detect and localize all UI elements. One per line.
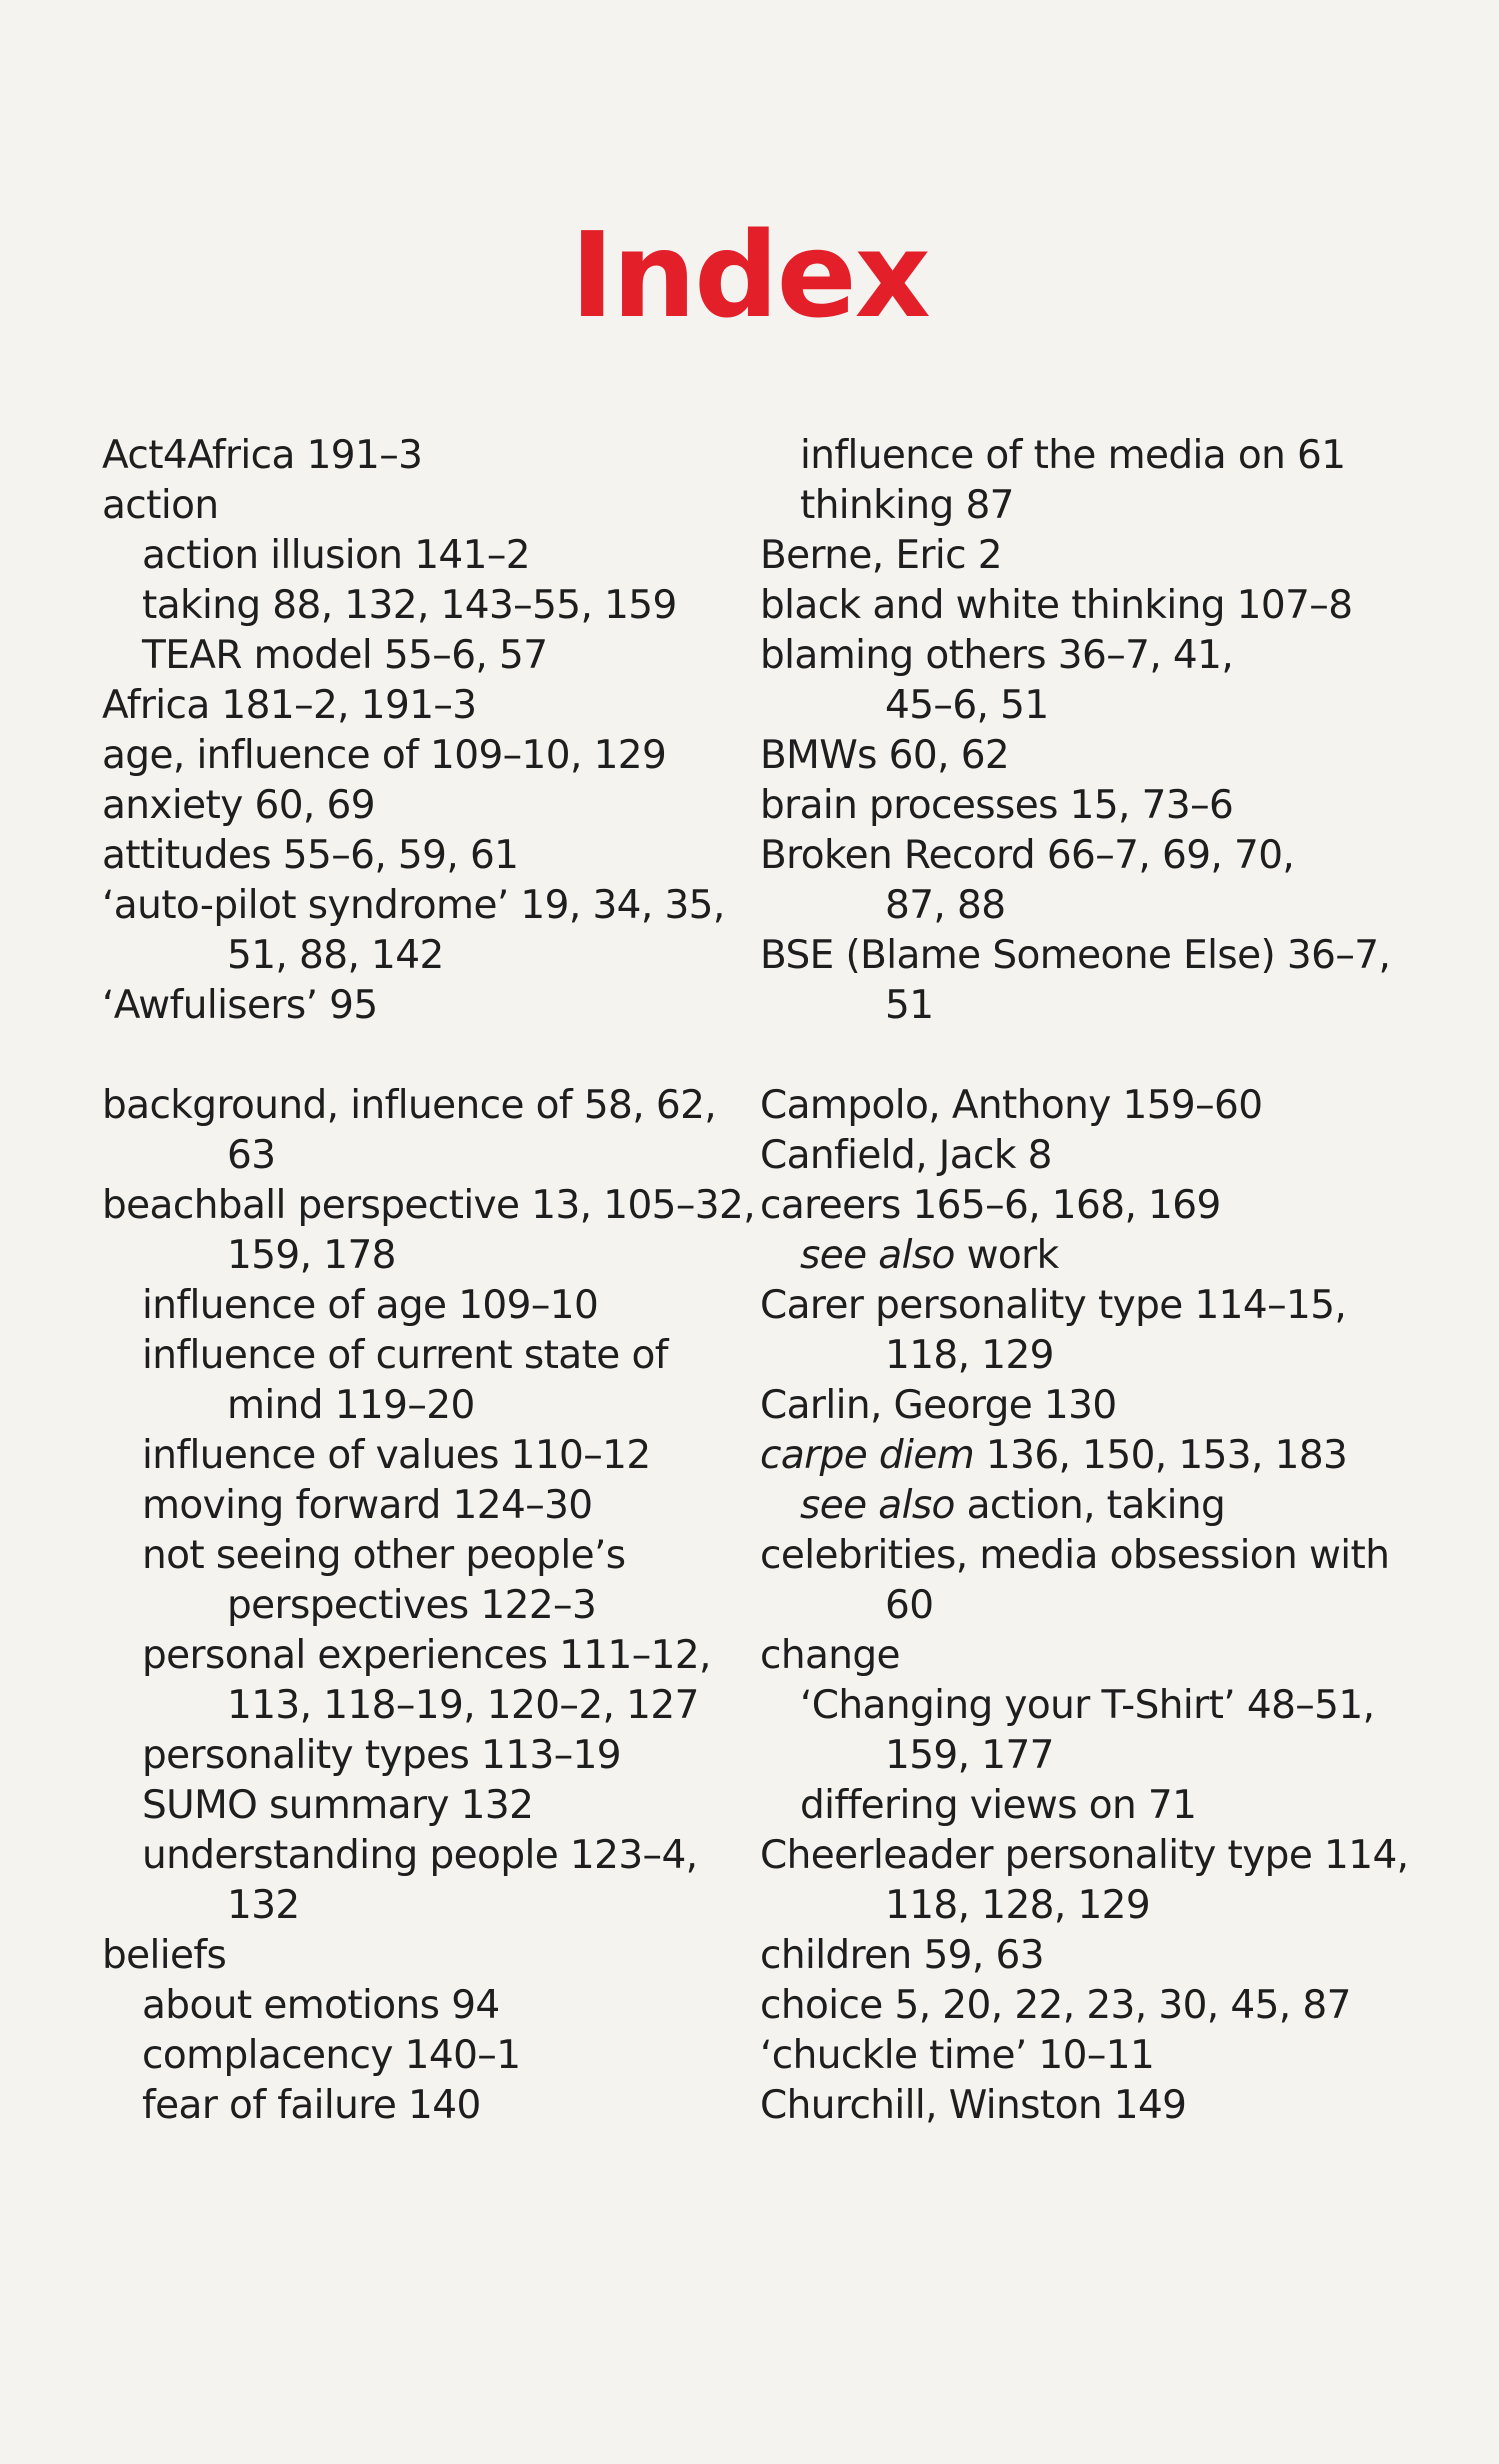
index-entry-text: about emotions 94 — [142, 1983, 500, 2028]
index-entry-text: not seeing other people’s — [142, 1533, 626, 1578]
index-subentry — [760, 1231, 1460, 1281]
index-entry-text: Act4Africa 191–3 — [102, 433, 423, 478]
index-subentry — [102, 1631, 742, 1681]
index-entry — [760, 731, 1460, 781]
index-subentry — [102, 631, 742, 681]
index-cross-reference: see also — [800, 1483, 955, 1528]
index-entry — [102, 681, 742, 731]
index-entry-text: mind 119–20 — [227, 1383, 475, 1428]
index-subentry — [102, 931, 742, 981]
index-entry-text: change — [760, 1633, 900, 1678]
index-entry — [760, 1631, 1460, 1681]
index-entry-text: age, influence of 109–10, 129 — [102, 733, 667, 778]
index-subentry — [102, 581, 742, 631]
index-entry-text: celebrities, media obsession with — [760, 1533, 1390, 1578]
index-entry-text: action — [102, 483, 219, 528]
index-entry — [102, 981, 742, 1031]
index-entry — [102, 1931, 742, 1981]
page-title: Index — [570, 206, 929, 344]
index-entry-text: 159, 177 — [885, 1733, 1054, 1778]
index-subentry — [760, 1731, 1460, 1781]
index-column-right — [760, 431, 1460, 2131]
index-subentry — [102, 1831, 742, 1881]
index-entry-text: influence of the media on 61 — [800, 433, 1346, 478]
index-entry-text: 87, 88 — [885, 883, 1006, 928]
index-entry-text: Africa 181–2, 191–3 — [102, 683, 477, 728]
index-entry — [760, 1281, 1460, 1331]
index-entry-text: brain processes 15, 73–6 — [760, 783, 1234, 828]
index-entry-text: 118, 129 — [885, 1333, 1054, 1378]
index-section-gap — [760, 1031, 1460, 1081]
index-entry-text: action illusion 141–2 — [142, 533, 530, 578]
index-entry-text: children 59, 63 — [760, 1933, 1044, 1978]
index-entry-text: attitudes 55–6, 59, 61 — [102, 833, 519, 878]
index-entry — [102, 1081, 742, 1131]
index-entry-text: thinking 87 — [800, 483, 1014, 528]
index-entry-text: Berne, Eric 2 — [760, 533, 1002, 578]
index-entry — [760, 631, 1460, 681]
index-subentry — [760, 1681, 1460, 1731]
index-column-left — [102, 431, 756, 2131]
index-entry-text: differing views on 71 — [800, 1783, 1197, 1828]
index-subentry — [760, 681, 1460, 731]
index-entry — [760, 2031, 1460, 2081]
index-entry-text: 63 — [227, 1133, 276, 1178]
index-entry-text: understanding people 123–4, — [142, 1833, 698, 1878]
index-subentry — [102, 1481, 742, 1531]
index-entry-text: Cheerleader personality type 114, — [760, 1833, 1409, 1878]
index-entry-text: ‘auto-pilot syndrome’ 19, 34, 35, — [102, 883, 725, 928]
index-entry-text: ‘Changing your T-Shirt’ 48–51, — [800, 1683, 1375, 1728]
index-entry-text: perspectives 122–3 — [227, 1583, 597, 1628]
index-cross-reference: see also — [800, 1233, 955, 1278]
index-entry-text: anxiety 60, 69 — [102, 783, 375, 828]
index-entry-text: black and white thinking 107–8 — [760, 583, 1353, 628]
index-entry — [760, 1931, 1460, 1981]
index-entry — [102, 431, 742, 481]
index-entry-text: moving forward 124–30 — [142, 1483, 593, 1528]
index-entry-text: influence of age 109–10 — [142, 1283, 599, 1328]
index-subentry — [102, 1331, 742, 1381]
index-entry-text: BMWs 60, 62 — [760, 733, 1010, 778]
index-subentry — [760, 881, 1460, 931]
index-subentry — [102, 1881, 742, 1931]
index-subentry — [102, 1281, 742, 1331]
index-entry-text: 45–6, 51 — [885, 683, 1049, 728]
index-entry-text: ‘chuckle time’ 10–11 — [760, 2033, 1155, 2078]
index-entry — [760, 931, 1460, 981]
index-subentry — [760, 1581, 1460, 1631]
index-entry-text: Broken Record 66–7, 69, 70, — [760, 833, 1295, 878]
index-entry-text: personal experiences 111–12, — [142, 1633, 711, 1678]
index-entry-text: Campolo, Anthony 159–60 — [760, 1083, 1263, 1128]
index-entry-text: personality types 113–19 — [142, 1733, 622, 1778]
index-entry-text: 51 — [885, 983, 934, 1028]
index-entry-text: influence of values 110–12 — [142, 1433, 651, 1478]
index-entry — [760, 1831, 1460, 1881]
index-subentry — [760, 981, 1460, 1031]
index-subentry — [102, 1731, 742, 1781]
index-entry — [760, 1131, 1460, 1181]
index-entry-text: action, taking — [954, 1483, 1226, 1528]
index-subentry — [102, 1581, 742, 1631]
index-entry-text: 159, 178 — [227, 1233, 396, 1278]
index-entry-text: background, influence of 58, 62, — [102, 1083, 717, 1128]
index-subentry — [760, 1781, 1460, 1831]
index-entry-text: BSE (Blame Someone Else) 36–7, — [760, 933, 1391, 978]
index-entry-text: 118, 128, 129 — [885, 1883, 1151, 1928]
index-entry — [102, 831, 742, 881]
index-subentry — [102, 2081, 742, 2131]
index-subentry — [102, 531, 742, 581]
index-entry-text: taking 88, 132, 143–55, 159 — [142, 583, 677, 628]
index-entry-text: ‘Awfulisers’ 95 — [102, 983, 378, 1028]
index-entry-text: 60 — [885, 1583, 934, 1628]
index-section-gap — [102, 1031, 742, 1081]
index-entry — [760, 2081, 1460, 2131]
index-entry-text: TEAR model 55–6, 57 — [142, 633, 548, 678]
index-entry — [760, 1381, 1460, 1431]
index-entry — [102, 781, 742, 831]
index-entry-text: 113, 118–19, 120–2, 127 — [227, 1683, 699, 1728]
index-subentry — [102, 1231, 742, 1281]
index-entry-text: choice 5, 20, 22, 23, 30, 45, 87 — [760, 1983, 1351, 2028]
index-subentry — [102, 1681, 742, 1731]
index-cross-reference: carpe diem — [760, 1433, 975, 1478]
index-subentry — [760, 1481, 1460, 1531]
index-entry — [102, 731, 742, 781]
index-entry-text: Carlin, George 130 — [760, 1383, 1117, 1428]
index-subentry — [102, 1981, 742, 2031]
index-subentry — [102, 2031, 742, 2081]
index-entry-text: 51, 88, 142 — [227, 933, 444, 978]
index-entry-text: work — [954, 1233, 1059, 1278]
index-entry-text: beachball perspective 13, 105–32, — [102, 1183, 756, 1228]
index-entry-text: Canfield, Jack 8 — [760, 1133, 1052, 1178]
index-entry-text: beliefs — [102, 1933, 227, 1978]
index-entry — [760, 1081, 1460, 1131]
index-entry — [760, 1981, 1460, 2031]
index-entry-text: 132 — [227, 1883, 300, 1928]
index-entry — [760, 581, 1460, 631]
index-entry-text: 136, 150, 153, 183 — [974, 1433, 1348, 1478]
index-entry-text: careers 165–6, 168, 169 — [760, 1183, 1221, 1228]
index-entry-text: Churchill, Winston 149 — [760, 2083, 1187, 2128]
index-subentry — [102, 1531, 742, 1581]
index-subentry — [102, 1131, 742, 1181]
index-entry-text: fear of failure 140 — [142, 2083, 481, 2128]
index-subentry — [760, 431, 1460, 481]
index-entry — [760, 831, 1460, 881]
index-subentry — [760, 481, 1460, 531]
index-subentry — [102, 1781, 742, 1831]
index-subentry — [760, 1331, 1460, 1381]
index-entry-text: complacency 140–1 — [142, 2033, 521, 2078]
index-subentry — [102, 1381, 742, 1431]
index-entry — [760, 1531, 1460, 1581]
index-entry — [760, 781, 1460, 831]
index-entry — [760, 531, 1460, 581]
index-entry-text: blaming others 36–7, 41, — [760, 633, 1234, 678]
index-entry — [102, 1181, 756, 1231]
index-entry — [102, 881, 742, 931]
index-entry-text: influence of current state of — [142, 1333, 668, 1378]
index-subentry — [760, 1881, 1460, 1931]
index-entry — [760, 1181, 1460, 1231]
index-entry-text: Carer personality type 114–15, — [760, 1283, 1347, 1328]
index-subentry — [102, 1431, 742, 1481]
index-entry-text: SUMO summary 132 — [142, 1783, 534, 1828]
index-entry — [760, 1431, 1460, 1481]
index-entry — [102, 481, 742, 531]
